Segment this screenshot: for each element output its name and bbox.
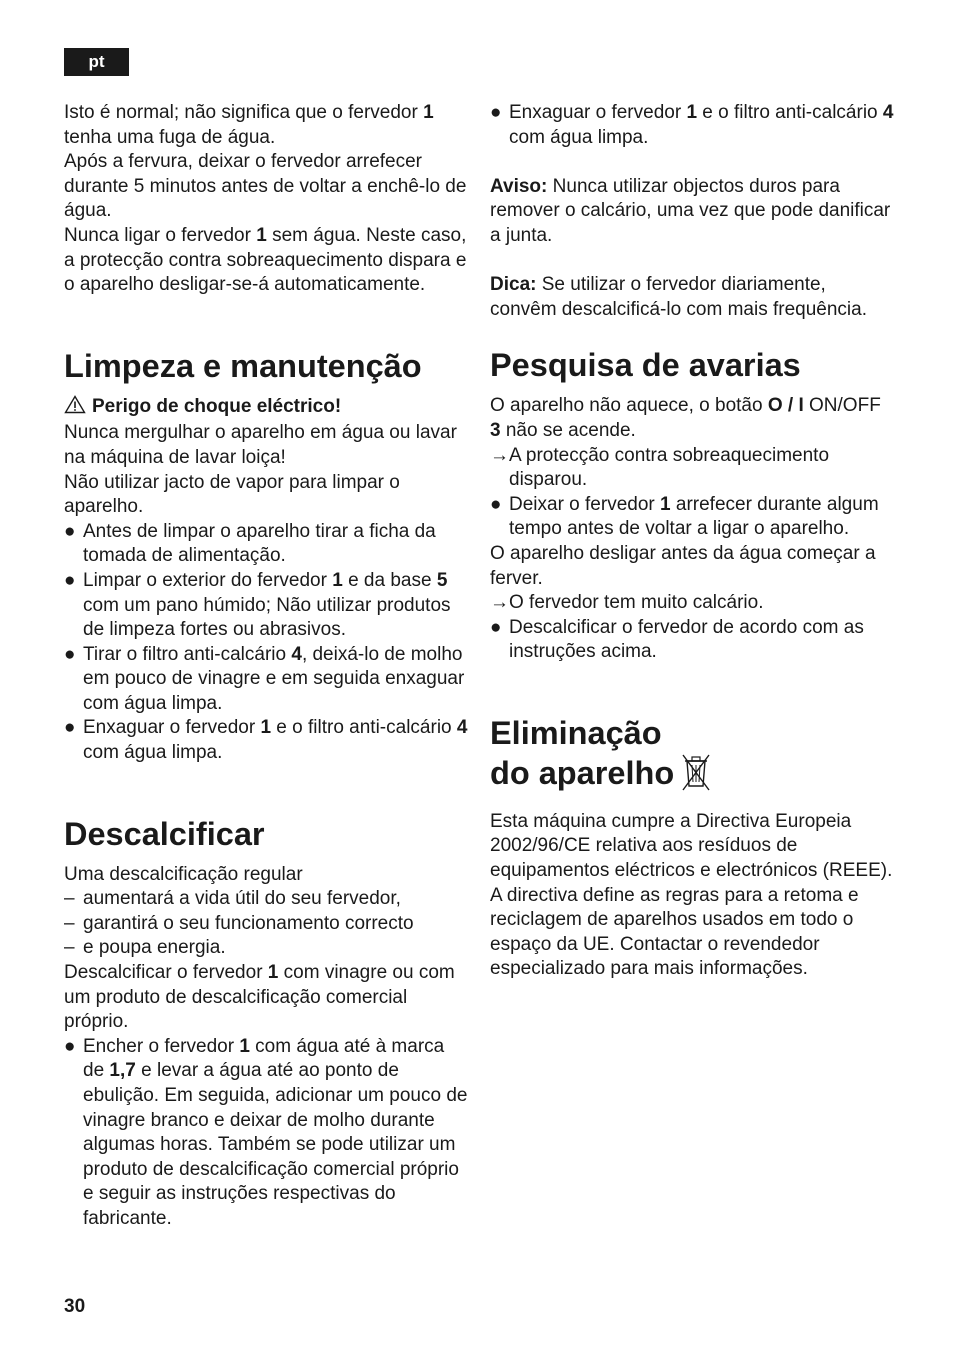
warning-paragraph: Aviso: Nunca utilizar objectos duros para remover o calcário, uma vez que pode danificar a junta.: [490, 175, 891, 246]
list-item: – e poupa energia.: [64, 936, 469, 961]
descale-paragraph-2: Descalcificar o fervedor 1 com vinagre ou com um produto de descalcificação comercial próprio.: [64, 962, 455, 1033]
arrow-icon: →: [490, 444, 509, 466]
crossed-out-bin-icon: [680, 752, 712, 800]
list-item: ● Deixar o fervedor 1 arrefecer durante algum tempo antes de voltar a ligar o aparelho.: [490, 493, 879, 540]
troubleshooting-heading: Pesquisa de avarias: [490, 347, 801, 384]
list-item: → O fervedor tem muito calcário.: [490, 591, 895, 616]
list-item: ● Encher o fervedor 1 com água até à marca de 1,7 e levar a água até ao ponto de ebulição. Em seguida, adicionar um pouco de vinagre branco e deixar de molho durante algumas horas. Também se pode utilizar um produto de descalcificação comercial próprio e seguir as instruções respectivas do fabricante.: [64, 1035, 468, 1229]
cleaning-paragraph-2: Não utilizar jacto de vapor para limpar o aparelho.: [64, 471, 400, 518]
trouble-paragraph-2: O aparelho desligar antes da água começar a ferver.: [490, 542, 876, 589]
list-item: ● Enxaguar o fervedor 1 e o filtro anti-calcário 4 com água limpa.: [490, 102, 894, 148]
left-column: [64, 101, 469, 1232]
bullet-icon: ●: [490, 102, 502, 123]
list-item: ● Tirar o filtro anti-calcário 4, deixá-lo de molho em pouco de vinagre e em seguida enxaguar com água limpa.: [64, 643, 465, 714]
trouble-paragraph-1: O aparelho não aquece, o botão O / I ON/OFF 3 não se acende.: [490, 395, 881, 441]
list-item: ● Enxaguar o fervedor 1 e o filtro anti-calcário 4 com água limpa.: [64, 717, 468, 764]
warning-triangle-icon: [64, 395, 86, 422]
bullet-icon: ●: [64, 1035, 76, 1057]
bullet-icon: ●: [490, 616, 502, 638]
arrow-icon: →: [490, 592, 509, 614]
tip-paragraph: Dica: Se utilizar o fervedor diariamente, convêm descalcificá-lo com mais frequência.: [490, 274, 867, 320]
list-item: ● Limpar o exterior do fervedor 1 e da base 5 com um pano húmido; Não utilizar produtos de limpeza fortes ou abrasivos.: [64, 569, 451, 641]
dash-icon: –: [64, 888, 75, 910]
electric-shock-warning: Perigo de choque eléctrico!: [64, 395, 469, 422]
language-tab: pt: [64, 48, 129, 76]
bullet-icon: ●: [490, 493, 502, 515]
list-item: – aumentará a vida útil do seu fervedor,: [64, 887, 469, 912]
page-number: 30: [64, 1296, 86, 1317]
descale-paragraph-1: Uma descalcificação regular: [64, 863, 303, 885]
disposal-paragraph: Esta máquina cumpre a Directiva Europeia 2002/96/CE relativa aos resíduos de equipamentos eléctricos e electrónicos (REEE). A directiva define as regras para a retoma e reciclagem de aparelhos usados em todo o espaço da UE. Contactar o revendedor especializado para mais informações.: [490, 810, 893, 980]
right-column: [490, 101, 895, 982]
bullet-icon: ●: [64, 569, 76, 591]
descale-heading: Descalcificar: [64, 815, 265, 852]
bullet-icon: ●: [64, 643, 76, 665]
list-item: ● Antes de limpar o aparelho tirar a ficha da tomada de alimentação.: [64, 520, 436, 567]
intro-paragraph-3: Nunca ligar o fervedor 1 sem água. Neste caso, a protecção contra sobreaquecimento dispara e o aparelho desligar-se-á automaticamente.: [64, 224, 467, 296]
list-item: → A protecção contra sobreaquecimento disparou.: [490, 444, 830, 491]
cleaning-heading: Limpeza e manutenção: [64, 347, 422, 384]
intro-paragraph-2: Após a fervura, deixar o fervedor arrefecer durante 5 minutos antes de voltar a enchê-lo de água.: [64, 151, 467, 222]
cleaning-paragraph-1: Nunca mergulhar o aparelho em água ou lavar na máquina de lavar loiça!: [64, 422, 457, 468]
bullet-icon: ●: [64, 717, 76, 739]
disposal-heading: Eliminação do aparelho: [490, 714, 895, 800]
dash-icon: –: [64, 937, 75, 959]
list-item: ● Descalcificar o fervedor de acordo com as instruções acima.: [490, 616, 864, 663]
bullet-icon: ●: [64, 520, 76, 542]
dash-icon: –: [64, 912, 75, 934]
intro-paragraph-1: Isto é normal; não significa que o fervedor 1 tenha uma fuga de água.: [64, 102, 434, 148]
list-item: – garantirá o seu funcionamento correcto: [64, 912, 469, 937]
